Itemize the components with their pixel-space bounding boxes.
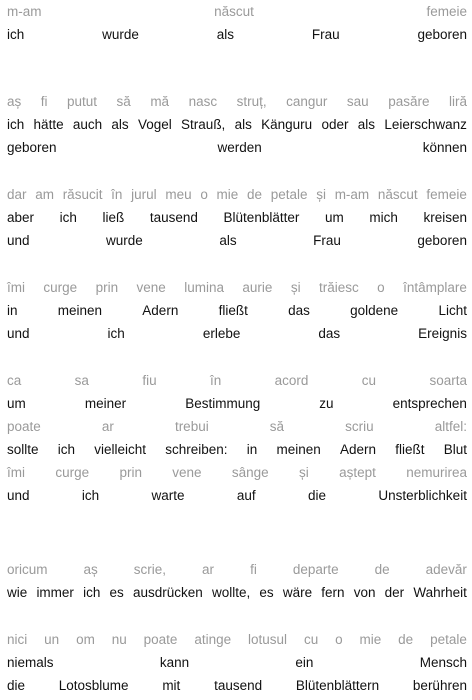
poem-line bbox=[7, 186, 467, 203]
word: um bbox=[7, 396, 26, 411]
poem-line bbox=[7, 93, 467, 110]
word: am bbox=[35, 187, 54, 202]
word: îmi bbox=[7, 465, 25, 480]
poem-line bbox=[7, 139, 467, 156]
word: der bbox=[384, 585, 405, 600]
word: sa bbox=[74, 373, 89, 388]
word: meinen bbox=[57, 303, 103, 318]
word: wäre bbox=[282, 585, 313, 600]
word: wollte, bbox=[211, 585, 251, 600]
word: und bbox=[7, 233, 30, 248]
word: de bbox=[398, 632, 414, 647]
poem-line bbox=[7, 372, 467, 389]
poem-line bbox=[7, 395, 467, 412]
word: vielleicht bbox=[94, 442, 146, 457]
word: să bbox=[116, 94, 131, 109]
word: m-am bbox=[7, 4, 42, 19]
word: femeie bbox=[426, 4, 467, 19]
poem-line bbox=[7, 302, 467, 319]
word: um bbox=[324, 210, 344, 225]
word: auf bbox=[236, 488, 256, 503]
word: atinge bbox=[194, 632, 232, 647]
word: putut bbox=[67, 94, 98, 109]
word: mich bbox=[369, 210, 398, 225]
word: Adern bbox=[142, 303, 179, 318]
word: trebui bbox=[174, 419, 209, 434]
word: ca bbox=[7, 373, 22, 388]
word: meinen bbox=[276, 442, 321, 457]
word: Blütenblätter bbox=[223, 210, 300, 225]
word: und bbox=[7, 326, 30, 341]
word: mă bbox=[150, 94, 170, 109]
word: oricum bbox=[7, 562, 48, 577]
word: nasc bbox=[188, 94, 218, 109]
poem-line bbox=[7, 631, 467, 648]
word: o bbox=[377, 280, 385, 295]
word: als bbox=[216, 27, 234, 42]
word: tausend bbox=[149, 210, 198, 225]
word: goldene bbox=[350, 303, 399, 318]
word: un bbox=[44, 632, 60, 647]
word: ausdrücken bbox=[132, 585, 203, 600]
word: ein bbox=[295, 655, 314, 670]
word: und bbox=[7, 488, 30, 503]
word: das bbox=[318, 326, 341, 341]
poem-line bbox=[7, 209, 467, 226]
word: și bbox=[316, 187, 326, 202]
word: nemurirea bbox=[406, 465, 467, 480]
word: nu bbox=[111, 632, 127, 647]
word: fließt bbox=[395, 442, 425, 457]
word: dar bbox=[7, 187, 27, 202]
poem-line bbox=[7, 325, 467, 342]
word: ar bbox=[202, 562, 215, 577]
word: ich bbox=[57, 442, 75, 457]
word: geboren bbox=[417, 27, 467, 42]
word: mit bbox=[162, 678, 181, 693]
word: meiner bbox=[84, 396, 127, 411]
word: Unsterblichkeit bbox=[378, 488, 467, 503]
word: ich bbox=[81, 488, 100, 503]
word: Blut bbox=[443, 442, 467, 457]
word: de bbox=[374, 562, 390, 577]
word: wie bbox=[7, 585, 28, 600]
word: răsucit bbox=[62, 187, 103, 202]
word: auch bbox=[72, 117, 103, 132]
word: în bbox=[111, 187, 123, 202]
word: prin bbox=[119, 465, 142, 480]
word: ich bbox=[107, 326, 125, 341]
word: Lotosblume bbox=[58, 678, 129, 693]
poem-line bbox=[7, 654, 467, 671]
word: Frau bbox=[313, 233, 341, 248]
word: zu bbox=[319, 396, 334, 411]
word: in bbox=[246, 442, 258, 457]
word: fern bbox=[321, 585, 345, 600]
word: mie bbox=[216, 187, 239, 202]
word: kreisen bbox=[423, 210, 467, 225]
word: de bbox=[247, 187, 263, 202]
word: Strauß, bbox=[181, 117, 226, 132]
word: femeie bbox=[426, 187, 467, 202]
word: ich bbox=[83, 585, 101, 600]
word: erlebe bbox=[202, 326, 241, 341]
word: să bbox=[269, 419, 285, 434]
word: die bbox=[7, 678, 26, 693]
word: Ereignis bbox=[418, 326, 467, 341]
word: tausend bbox=[214, 678, 263, 693]
word: liră bbox=[448, 94, 467, 109]
word: Känguru bbox=[261, 117, 313, 132]
word: als bbox=[111, 117, 129, 132]
word: scrie, bbox=[133, 562, 167, 577]
word: ich bbox=[7, 27, 25, 42]
word: sau bbox=[346, 94, 369, 109]
word: și bbox=[290, 280, 301, 295]
word: Leierschwanz bbox=[384, 117, 467, 132]
word: sânge bbox=[231, 465, 269, 480]
word: cangur bbox=[286, 94, 328, 109]
word: aștept bbox=[339, 465, 376, 480]
word: Vogel bbox=[137, 117, 172, 132]
word: struț, bbox=[236, 94, 267, 109]
word: aș bbox=[83, 562, 98, 577]
word: acord bbox=[274, 373, 309, 388]
word: mie bbox=[359, 632, 382, 647]
poem-line bbox=[7, 441, 467, 458]
word: departe bbox=[292, 562, 339, 577]
word: curge bbox=[55, 465, 90, 480]
word: kann bbox=[159, 655, 190, 670]
word: îmi bbox=[7, 280, 25, 295]
word: aș bbox=[7, 94, 22, 109]
word: Adern bbox=[339, 442, 376, 457]
word: Wahrheit bbox=[413, 585, 467, 600]
word: berühren bbox=[412, 678, 467, 693]
poem-line bbox=[7, 464, 467, 481]
word: es bbox=[109, 585, 124, 600]
word: aber bbox=[7, 210, 35, 225]
word: m-am bbox=[334, 187, 370, 202]
word: o bbox=[200, 187, 208, 202]
word: o bbox=[335, 632, 343, 647]
word: vene bbox=[136, 280, 166, 295]
word: vene bbox=[172, 465, 202, 480]
word: oder bbox=[321, 117, 349, 132]
word: adevăr bbox=[425, 562, 467, 577]
word: sollte bbox=[7, 442, 39, 457]
word: Blütenblättern bbox=[295, 678, 380, 693]
word: curge bbox=[43, 280, 78, 295]
word: es bbox=[259, 585, 274, 600]
word: die bbox=[308, 488, 327, 503]
word: născut bbox=[214, 4, 254, 19]
word: cu bbox=[303, 632, 319, 647]
word: fi bbox=[40, 94, 48, 109]
word: das bbox=[288, 303, 310, 318]
word: wurde bbox=[102, 27, 139, 42]
word: petale bbox=[430, 632, 467, 647]
word: hätte bbox=[33, 117, 64, 132]
word: ar bbox=[101, 419, 114, 434]
word: Mensch bbox=[419, 655, 467, 670]
word: meu bbox=[165, 187, 192, 202]
word: Licht bbox=[438, 303, 467, 318]
word: scriu bbox=[345, 419, 374, 434]
word: in bbox=[7, 303, 18, 318]
poem-line bbox=[7, 232, 467, 249]
poem-line bbox=[7, 116, 467, 133]
word: niemals bbox=[7, 655, 54, 670]
word: poate bbox=[143, 632, 178, 647]
word: immer bbox=[36, 585, 74, 600]
word: întâmplare bbox=[403, 280, 467, 295]
word: jurul bbox=[131, 187, 157, 202]
poem-line bbox=[7, 584, 467, 601]
word: ließ bbox=[102, 210, 125, 225]
poem-line bbox=[7, 677, 467, 694]
word: petale bbox=[270, 187, 308, 202]
word: entsprechen bbox=[392, 396, 467, 411]
poem-line bbox=[7, 561, 467, 578]
word: lotusul bbox=[248, 632, 288, 647]
word: și bbox=[299, 465, 309, 480]
poem-line bbox=[7, 26, 467, 43]
word: poate bbox=[7, 419, 41, 434]
word: Frau bbox=[311, 27, 340, 42]
word: als bbox=[357, 117, 376, 132]
word: von bbox=[353, 585, 376, 600]
word: Bestimmung bbox=[185, 396, 261, 411]
word: altfel: bbox=[434, 419, 467, 434]
word: fi bbox=[250, 562, 257, 577]
word: pasăre bbox=[388, 94, 430, 109]
word: können bbox=[422, 140, 467, 155]
word: om bbox=[76, 632, 95, 647]
word: wurde bbox=[106, 233, 143, 248]
word: als bbox=[234, 117, 252, 132]
poem-line bbox=[7, 279, 467, 296]
word: ich bbox=[7, 117, 25, 132]
word: schreiben: bbox=[165, 442, 228, 457]
word: lumina bbox=[184, 280, 224, 295]
word: werden bbox=[217, 140, 262, 155]
word: aurie bbox=[242, 280, 273, 295]
word: soarta bbox=[429, 373, 467, 388]
word: prin bbox=[95, 280, 119, 295]
word: fiu bbox=[142, 373, 157, 388]
word: geboren bbox=[417, 233, 467, 248]
word: als bbox=[219, 233, 237, 248]
word: fließt bbox=[218, 303, 248, 318]
word: trăiesc bbox=[318, 280, 359, 295]
poem-line bbox=[7, 418, 467, 435]
word: născut bbox=[377, 187, 418, 202]
word: în bbox=[209, 373, 222, 388]
word: cu bbox=[361, 373, 377, 388]
word: geboren bbox=[7, 140, 57, 155]
word: ich bbox=[59, 210, 77, 225]
poem-line bbox=[7, 487, 467, 504]
poem-line bbox=[7, 3, 467, 20]
word: nici bbox=[7, 632, 28, 647]
word: warte bbox=[151, 488, 185, 503]
